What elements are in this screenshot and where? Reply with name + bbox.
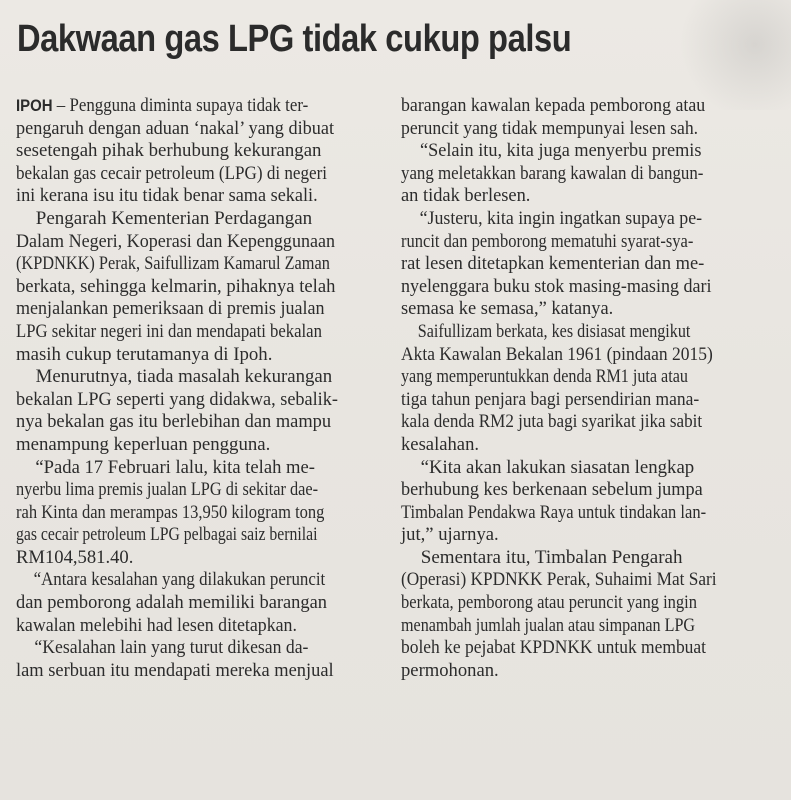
text-line-content: Akta Kawalan Bekalan 1961 (pindaan 2015) [401, 343, 713, 365]
text-line [401, 389, 724, 412]
text-line [401, 479, 738, 502]
text-line-content: barangan kawalan kepada pemborong atau [401, 95, 706, 116]
text-line [16, 118, 367, 141]
text-line-content: menambah jumlah jualan atau simpanan LPG [401, 614, 696, 636]
text-line-content: kala denda RM2 juta bagi syarikat jika sabit [401, 411, 703, 433]
text-line-content: Timbalan Pendakwa Raya untuk tindakan lan- [401, 501, 707, 523]
text-line [16, 298, 363, 321]
text-line-content: LPG sekitar negeri ini dan mendapati bekalan [16, 320, 322, 342]
text-line [16, 547, 374, 570]
text-line [401, 140, 738, 163]
text-line [401, 344, 724, 367]
text-line [16, 502, 334, 525]
text-line-content: bekalan LPG seperti yang didakwa, sebalik- [16, 388, 338, 410]
dateline: IPOH [16, 96, 53, 115]
text-line [16, 592, 370, 615]
text-line-content: yang memperuntukkan denda RM1 juta atau [401, 366, 688, 388]
text-line-content: nyerbu lima premis jualan LPG di sekitar dae- [16, 479, 319, 501]
text-line-content: boleh ke pejabat KPDNKK untuk membuat [401, 637, 707, 659]
text-line-content: semasa ke semasa,” katanya. [401, 298, 614, 320]
text-line-content: rah Kinta dan merampas 13,950 kilogram tong [16, 501, 325, 523]
text-line-content: Dalam Negeri, Koperasi dan Kepenggunaan [16, 230, 336, 252]
text-line [16, 185, 367, 208]
text-line-content: Menurutnya, tiada masalah kekurangan [35, 366, 333, 388]
text-line [401, 253, 742, 276]
text-line [401, 118, 727, 141]
text-line-content: nyelenggara buku stok masing-masing dari [401, 275, 712, 297]
text-line [16, 366, 378, 389]
text-line [16, 163, 345, 186]
text-line [16, 479, 330, 502]
article-column-right [401, 95, 756, 682]
text-line [401, 321, 699, 344]
text-line-content: menjalankan pemeriksaan di premis jualan [16, 298, 325, 320]
text-line-content: RM104,581.40. [16, 546, 134, 568]
text-line [16, 660, 370, 683]
headline: Dakwaan gas LPG tidak cukup palsu [17, 18, 572, 60]
text-line [401, 592, 706, 615]
text-line-content: “Kita akan lakukan siasatan lengkap [420, 456, 695, 478]
text-line [16, 344, 378, 367]
text-line-content: “Antara kesalahan yang dilakukan peruncit [33, 569, 326, 591]
article-column-left [16, 95, 385, 682]
text-line [16, 208, 382, 231]
text-line-content: berhubung kes berkenaan sebelum jumpa [401, 479, 703, 501]
text-line [16, 615, 359, 638]
text-line-content: runcit dan pemborong mematuhi syarat-sya- [401, 230, 694, 252]
text-line [401, 524, 745, 547]
text-line-content: “Kesalahan lain yang turut dikesan da- [34, 637, 309, 659]
text-line [401, 660, 745, 683]
text-line-content: berkata, sehingga kelmarin, pihaknya telah [16, 275, 336, 297]
text-line-content: yang meletakkan barang kawalan di bangun- [401, 162, 704, 184]
text-line-content: Pengarah Kementerian Perdagangan [35, 207, 313, 229]
text-line-content: masih cukup terutamanya di Ipoh. [16, 343, 273, 365]
text-line-content: (KPDNKK) Perak, Saifullizam Kamarul Zaman [16, 253, 330, 275]
text-line-content: dan pemborong adalah memiliki barangan [16, 592, 327, 614]
text-line [401, 637, 724, 660]
text-line-content: peruncit yang tidak mempunyai lesen sah. [401, 117, 699, 139]
text-line-content: ini kerana isu itu tidak benar sama sekali. [16, 185, 318, 207]
text-line [401, 366, 699, 389]
text-line [401, 569, 720, 592]
text-line-content: berkata, pemborong atau peruncit yang ingin [401, 592, 698, 614]
text-line [401, 231, 706, 254]
text-line [401, 457, 749, 480]
text-line [16, 457, 374, 480]
text-line [16, 140, 378, 163]
text-line [16, 276, 374, 299]
text-line-content: gas cecair petroleum LPG pelbagai saiz bernilai [16, 524, 318, 546]
text-line [401, 434, 745, 457]
text-line-content: kawalan melebihi had lesen ditetapkan. [16, 614, 297, 636]
text-line [401, 276, 734, 299]
text-line-content: “Pada 17 Februari lalu, kita telah me- [35, 456, 316, 478]
text-line-content: nya bekalan gas itu berlebihan dan mampu [16, 411, 332, 433]
text-line-content: – Pengguna diminta supaya tidak ter- [52, 95, 309, 116]
text-line [16, 434, 378, 457]
print-bleed-through [671, 0, 791, 110]
text-line [401, 185, 742, 208]
text-line [401, 298, 742, 321]
text-line [401, 547, 752, 570]
text-line [401, 615, 699, 638]
text-line [16, 637, 356, 660]
text-line [401, 95, 731, 118]
text-line [401, 208, 731, 231]
text-line-content: permohonan. [401, 659, 499, 681]
text-line [401, 411, 717, 434]
text-line-content: an tidak berlesen. [401, 185, 531, 207]
text-line-content: sesetengah pihak berhubung kekurangan [16, 140, 322, 162]
text-line [16, 253, 330, 276]
text-line-content: lam serbuan itu mendapati mereka menjual [16, 659, 334, 681]
text-line-content: Sementara itu, Timbalan Pengarah [420, 546, 683, 568]
text-line [16, 389, 367, 412]
text-line [16, 95, 341, 118]
text-line-content: “Selain itu, kita juga menyerbu premis [420, 140, 702, 162]
text-line-content: (Operasi) KPDNKK Perak, Suhaimi Mat Sari [401, 569, 717, 591]
text-line [401, 163, 713, 186]
text-line [16, 524, 319, 547]
text-line-content: tiga tahun penjara bagi persendirian mana- [401, 388, 700, 410]
text-line [401, 502, 706, 525]
text-line-content: bekalan gas cecair petroleum (LPG) di negeri [16, 162, 328, 184]
text-line [16, 411, 370, 434]
text-line [16, 231, 363, 254]
text-line [16, 321, 337, 344]
text-line-content: rat lesen ditetapkan kementerian dan me- [401, 253, 705, 275]
text-line-content: “Justeru, kita ingin ingatkan supaya pe- [419, 207, 703, 229]
text-line-content: jut,” ujarnya. [401, 524, 499, 546]
text-line-content: menampung keperluan pengguna. [16, 433, 271, 455]
text-line-content: Saifullizam berkata, kes disiasat mengikut [417, 320, 691, 342]
text-line-content: pengaruh dengan aduan ‘nakal’ yang dibuat [16, 117, 335, 139]
text-line-content: kesalahan. [401, 433, 480, 455]
text-line [16, 569, 341, 592]
